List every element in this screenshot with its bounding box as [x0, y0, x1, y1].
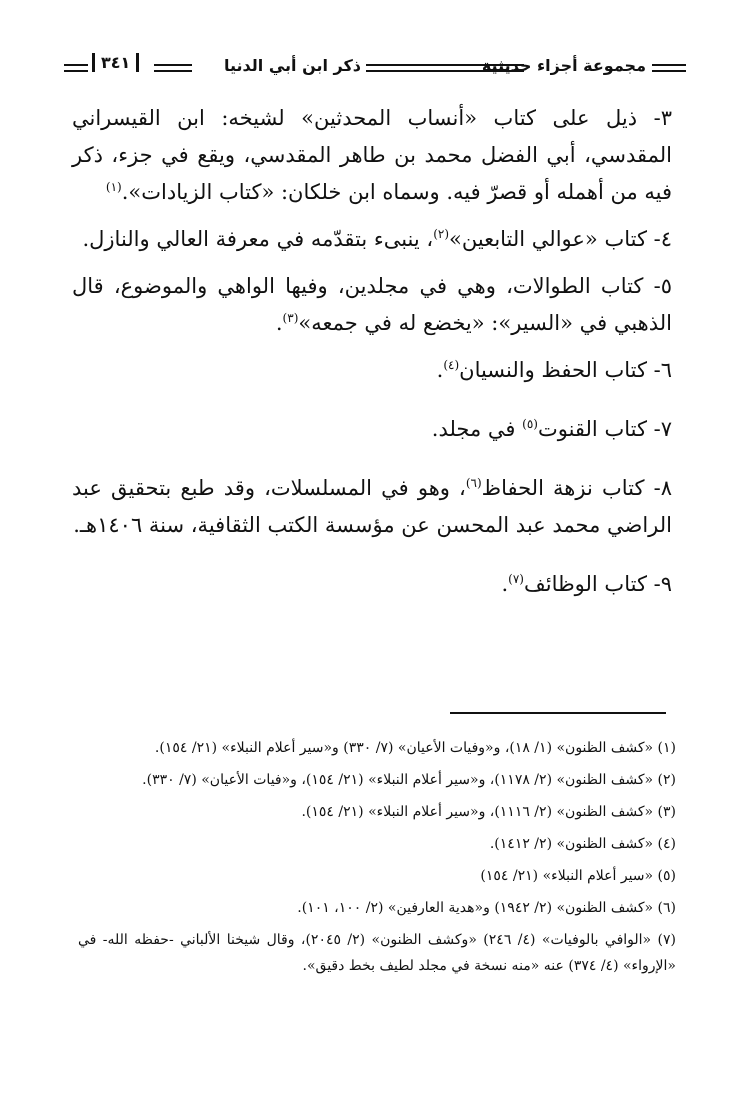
list-item	[72, 411, 672, 448]
page-header	[64, 50, 686, 90]
footnotes	[78, 735, 676, 985]
item-text: ٨- كتاب نزهة الحفاظ	[481, 476, 672, 500]
footnote-divider	[450, 712, 666, 714]
footnote: (٤) «كشف الظنون» (٢/ ١٤١٢).	[489, 836, 676, 852]
item-text: ٣- ذيل على كتاب «أنساب المحدثين» لشيخه: ابن القيسراني المقدسي، أبي الفضل محمد بن طاهر المقدسي، ويقع في جزء، ذكر فيه من أهمله أو قصرّ فيه. وسماه ابن خلكان: «كتاب الزيادات».	[72, 106, 672, 204]
page-number: ٣٤١	[92, 53, 139, 72]
main-text	[72, 100, 672, 613]
footnote-ref: (٥)	[522, 417, 538, 431]
item-tail: ، ينبىء بتقدّمه في معرفة العالي والنازل.	[82, 227, 434, 251]
footnote: (٧) «الوافي بالوفيات» (٤/ ٢٤٦) «وكشف الظنون» (٢/ ٢٠٤٥)، وقال شيخنا الألباني -حفظه الله- في «الإرواء» (٤/ ٣٧٤) عنه «منه نسخة في مجلد لطيف بخط دقيق».	[78, 932, 676, 974]
list-item	[72, 566, 672, 603]
item-text: ٦- كتاب الحفظ والنسيان	[459, 358, 672, 382]
header-rule	[366, 64, 524, 72]
list-item	[72, 352, 672, 389]
item-tail: .	[275, 311, 283, 335]
item-text: ٤- كتاب «عوالي التابعين»	[449, 227, 672, 251]
footnote-ref: (٤)	[443, 358, 460, 372]
footnote: (٦) «كشف الظنون» (٢/ ١٩٤٢) و«هدية العارفين» (٢/ ١٠٠، ١٠١).	[297, 900, 676, 916]
footnote-ref: (٢)	[433, 227, 450, 241]
item-text: ٧- كتاب القنوت	[537, 417, 672, 441]
list-item	[72, 268, 672, 342]
item-tail: ، وهو في المسلسلات، وقد طبع بتحقيق عبد الراضي محمد عبد المحسن عن مؤسسة الكتب الثقافية، سنة ١٤٠٦هـ.	[72, 476, 672, 537]
footnote: (٣) «كشف الظنون» (٢/ ١١١٦)، و«سير أعلام النبلاء» (٢١/ ١٥٤).	[301, 804, 676, 820]
item-tail: في مجلد.	[431, 417, 523, 441]
footnote-ref: (٧)	[508, 572, 524, 586]
collection-title: مجموعة أجزاء حديثية	[481, 56, 646, 75]
section-title: ذكر ابن أبي الدنيا	[223, 56, 361, 75]
footnote: (١) «كشف الظنون» (١/ ١٨)، و«وفيات الأعيان» (٧/ ٣٣٠) و«سير أعلام النبلاء» (٢١/ ١٥٤).	[154, 740, 676, 756]
header-rule	[64, 64, 88, 72]
footnote-ref: (١)	[105, 180, 122, 194]
list-item	[72, 100, 672, 211]
footnote-ref: (٦)	[465, 476, 482, 490]
item-text: ٥- كتاب الطوالات، وهي في مجلدين، وفيها الواهي والموضوع، قال الذهبي في «السير»: «يخضع له في جمعه»	[72, 274, 672, 335]
header-rule	[154, 64, 192, 72]
item-tail: .	[501, 572, 509, 596]
footnote: (٢) «كشف الظنون» (٢/ ١١٧٨)، و«سير أعلام النبلاء» (٢١/ ١٥٤)، و«فيات الأعيان» (٧/ ٣٣٠).	[142, 772, 676, 788]
list-item	[72, 470, 672, 544]
list-item	[72, 221, 672, 258]
footnote: (٥) «سير أعلام النبلاء» (٢١/ ١٥٤)	[480, 868, 676, 884]
footnote-ref: (٣)	[282, 311, 299, 325]
item-tail: .	[436, 358, 444, 382]
item-text: ٩- كتاب الوظائف	[523, 572, 672, 596]
header-rule	[652, 64, 686, 72]
